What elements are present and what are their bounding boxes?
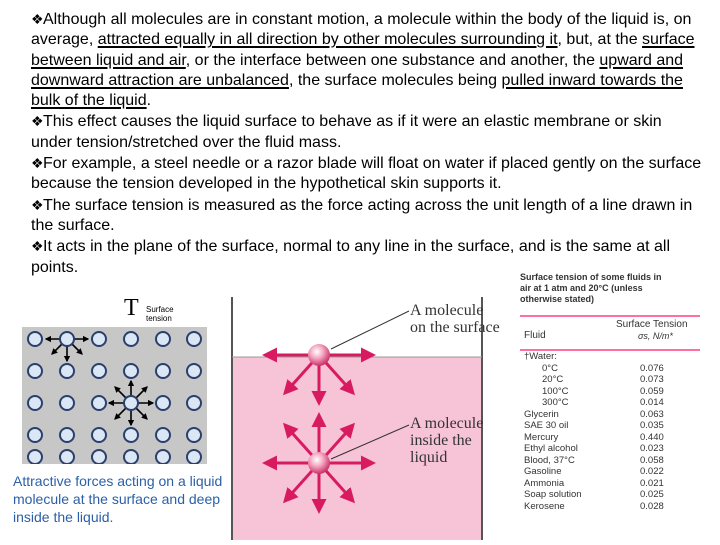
table-cell-value: 0.022 [640,466,664,477]
table-row [520,420,710,432]
molecule-circle [28,332,42,346]
paragraph-3 [31,153,703,195]
bullet-icon: ❖ [31,196,44,213]
paragraph-4-segment: The surface tension is measured as the force acting across the unit length of a line drawn in the surface. [31,196,693,234]
table-cell-fluid: Blood, 37°C [524,454,575,466]
table-note-line3: otherwise stated) [520,294,595,304]
table-row [520,397,710,409]
table-cell-fluid: Mercury [524,431,559,443]
paragraph-5-segment: It acts in the plane of the surface, normal to any line in the surface, and is the same at all points. [31,238,671,276]
surface-molecule [308,344,330,366]
molecule-circle [156,428,170,442]
table-note-line1: Surface tension of some fluids in [520,272,662,282]
paragraph-2 [31,111,703,153]
table-cell-value: 0.021 [640,477,664,489]
table-row [520,478,710,490]
paragraph-1-segment: , the surface molecules being [288,71,502,89]
table-row [520,374,710,386]
molecule-circle [124,364,138,378]
table-row [520,363,710,375]
surface-molecule-label-line1: A molecule [410,302,484,319]
figure-caption: Attractive forces acting on a liquid molecule at the surface and deep inside the liquid. [13,473,223,525]
paragraph-1 [31,9,703,111]
table-cell-fluid: Soap solution [524,489,582,500]
molecule-circle [92,364,106,378]
molecule-circle [187,396,201,410]
paragraph-1-segment: pulled inward towards the bulk of the liquid [31,71,683,110]
table-header-fluid: Fluid [524,330,546,341]
table-cell-value: 0.076 [640,362,664,374]
inside-molecule-label-line2: inside the [410,432,472,449]
paragraph-1-segment: attracted equally in all direction by other molecules surrounding it [97,31,558,49]
molecule-circle [92,428,106,442]
molecule-circle [187,450,201,464]
paragraph-1-segment: , but, at the [557,31,643,49]
table-cell-value: 0.023 [640,443,664,454]
table-cell-fluid: †Water: [524,351,557,362]
bullet-icon: ❖ [31,238,44,255]
table-row [520,443,710,455]
inside-molecule-label-line3: liquid [410,449,448,466]
text-block [31,9,703,278]
inside-molecule-label-line1: A molecule [410,415,484,432]
surface-tension-label [124,295,206,323]
surface-molecule-label-line2: on the surface [410,319,500,336]
molecule-circle [124,396,138,410]
paragraph-1-segment: , or the interface between one substance and another, the [185,51,600,69]
table-cell-fluid: 300°C [542,397,569,408]
table-cell-value: 0.063 [640,408,664,420]
table-cell-fluid: 100°C [542,385,569,397]
molecule-circle [60,450,74,464]
paragraph-1-segment: . [146,92,152,110]
molecule-circle [60,364,74,378]
table-cell-fluid: Gasoline [524,466,562,477]
bullet-icon: ❖ [31,113,44,130]
table-cell-fluid: 0°C [542,362,558,374]
molecule-circle [60,396,74,410]
molecule-circle [92,450,106,464]
molecule-circle [60,332,74,346]
table-cell-fluid: Ethyl alcohol [524,443,578,454]
table-cell-fluid: Kerosene [524,500,565,512]
table-row [520,489,710,501]
molecule-circle [28,428,42,442]
inside-molecule-label [410,415,483,466]
table-row [520,501,710,513]
table-row [520,409,710,421]
paragraph-4 [31,195,703,237]
molecule-circle [124,428,138,442]
table-cell-value: 0.440 [640,431,664,443]
table-cell-value: 0.035 [640,420,664,431]
table-row [520,466,710,478]
molecule-circle [28,450,42,464]
molecule-grid-svg [22,327,207,464]
molecule-circle [92,396,106,410]
table-cell-fluid: SAE 30 oil [524,420,569,431]
molecule-circle [156,396,170,410]
bullet-icon: ❖ [31,11,44,27]
molecule-circle [156,332,170,346]
bullet-icon: ❖ [31,155,44,172]
molecule-circle [187,364,201,378]
molecule-circle [156,450,170,464]
surface-molecule-label [410,302,500,336]
surface-tension-table [520,271,714,540]
table-cell-value: 0.059 [640,385,664,397]
paragraph-1-segment: Although all molecules are in constant motion, a molecule within the body of the liquid is, on average, [31,11,692,49]
molecule-surface-figure [227,297,517,540]
table-row [520,351,710,363]
table-header-units: σs, N/m* [638,331,673,341]
molecule-circle [28,364,42,378]
paragraph-1-segment: surface between liquid and air [31,31,695,69]
paragraph-2-segment: This effect causes the liquid surface to behave as if it were an elastic membrane or skin under tension/stretched over the fluid mass. [31,113,662,151]
table-cell-fluid: Glycerin [524,408,559,420]
molecule-circle [92,332,106,346]
table-cell-value: 0.025 [640,489,664,500]
table-note-line2: air at 1 atm and 20°C (unless [520,283,643,293]
surface-tension-label-line1: Surface [146,305,174,314]
table-row [520,455,710,467]
table-header [520,315,700,351]
table-row [520,432,710,444]
surface-pointer-line [331,311,409,349]
molecule-circle [187,332,201,346]
surface-tension-letter: T [124,295,139,321]
molecule-circle [187,428,201,442]
paragraph-3-segment: For example, a steel needle or a razor blade will float on water if placed gently on the surface because the tension developed in the hypothetical skin supports it. [31,155,702,193]
surface-tension-label-line2: tension [146,314,172,323]
table-row [520,386,710,398]
table-cell-fluid: Ammonia [524,477,565,489]
paragraph-1-segment: upward and downward attraction are unbalanced [31,51,684,89]
table-cell-value: 0.014 [640,397,664,408]
table-cell-value: 0.058 [640,454,664,466]
molecule-circle [28,396,42,410]
table-header-tension: Surface Tension [616,319,688,330]
molecule-circle [124,450,138,464]
molecule-circle [124,332,138,346]
table-cell-value: 0.073 [640,374,664,385]
table-cell-fluid: 20°C [542,374,564,385]
molecule-circle [156,364,170,378]
molecule-grid-figure [22,327,207,464]
table-cell-value: 0.028 [640,500,664,512]
molecule-circle [60,428,74,442]
inside-molecule [308,452,330,474]
